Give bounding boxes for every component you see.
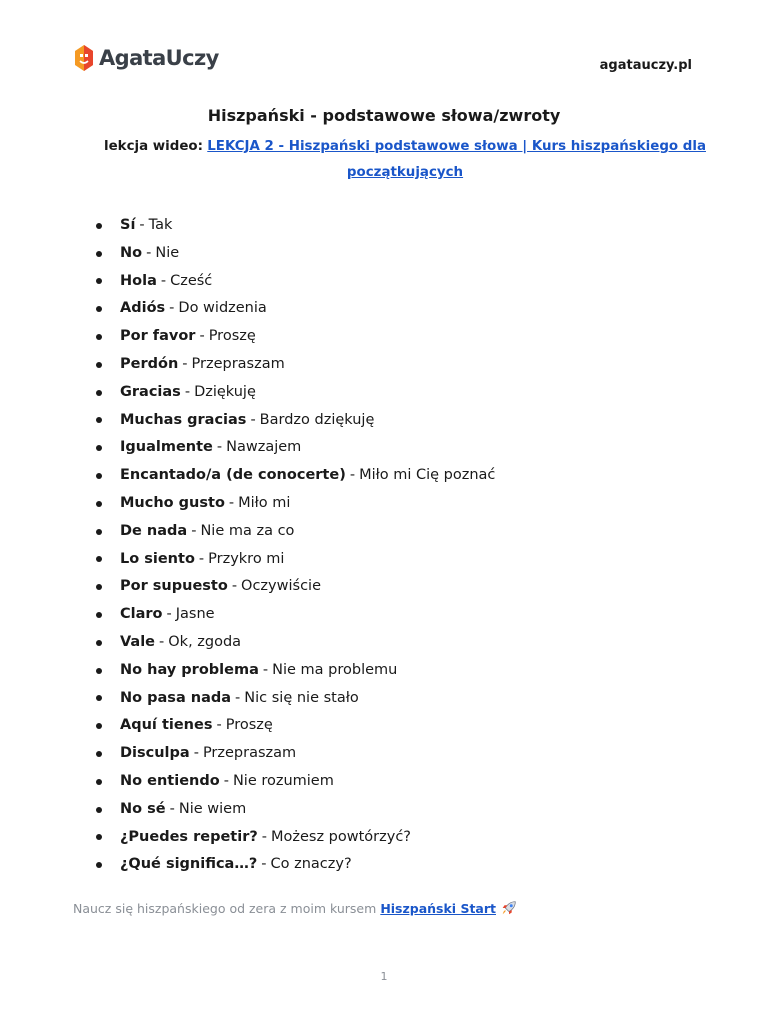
vocab-item — [96, 490, 495, 518]
polish-translation: Dziękuję — [194, 383, 256, 400]
vocab-item — [96, 796, 495, 824]
bullet-icon — [96, 751, 102, 757]
spanish-term: ¿Puedes repetir? — [120, 828, 258, 845]
separator: - — [160, 272, 167, 289]
vocab-item — [96, 824, 495, 852]
course-promo — [73, 899, 518, 917]
bullet-icon — [96, 779, 102, 785]
polish-translation: Nie — [155, 244, 180, 261]
separator: - — [349, 467, 356, 484]
bullet-icon — [96, 529, 102, 535]
vocab-item — [96, 685, 495, 713]
bullet-icon — [96, 251, 102, 257]
separator: - — [139, 217, 145, 233]
spanish-term: No pasa nada — [120, 689, 232, 706]
bullet-icon — [96, 695, 102, 701]
bullet-icon — [96, 445, 102, 451]
vocab-item — [96, 295, 495, 323]
vocab-item — [96, 657, 495, 685]
polish-translation: Przykro mi — [208, 550, 285, 567]
vocab-item — [96, 573, 495, 601]
separator: - — [223, 772, 229, 789]
separator: - — [216, 717, 222, 734]
spanish-term: Muchas gracias — [120, 411, 247, 428]
vocab-item — [96, 518, 495, 546]
separator: - — [199, 328, 205, 345]
polish-translation: Oczywiście — [241, 578, 321, 595]
spanish-term: ¿Qué significa…? — [120, 856, 258, 873]
vocab-item — [96, 434, 495, 462]
page-title: Hiszpański - podstawowe słowa/zwroty — [207, 106, 561, 125]
rocket-icon — [500, 899, 518, 917]
polish-translation: Proszę — [208, 328, 256, 345]
polish-translation: Nie ma problemu — [272, 661, 398, 678]
spanish-term: De nada — [120, 522, 188, 539]
bullet-icon — [96, 612, 102, 618]
spanish-term: Aquí tienes — [120, 717, 213, 734]
vocab-item — [96, 462, 495, 490]
separator: - — [216, 439, 223, 456]
separator: - — [193, 745, 199, 762]
spanish-term: Disculpa — [120, 745, 190, 762]
separator: - — [191, 522, 197, 539]
separator: - — [261, 856, 267, 873]
spanish-term: Gracias — [120, 383, 181, 400]
bullet-icon — [96, 417, 102, 423]
separator: - — [231, 578, 238, 595]
separator: - — [169, 300, 175, 317]
separator: - — [184, 383, 191, 400]
separator: - — [262, 661, 269, 678]
bullet-icon — [96, 640, 102, 646]
spanish-term: Por supuesto — [120, 578, 228, 595]
polish-translation: Co znaczy? — [270, 856, 352, 873]
logo-text: AgataUczy — [99, 46, 219, 70]
brand-logo[interactable] — [74, 44, 219, 72]
spanish-term: Hola — [120, 272, 157, 289]
spanish-term: Perdón — [120, 355, 179, 372]
polish-translation: Miło mi Cię poznać — [359, 467, 496, 484]
separator: - — [261, 828, 267, 845]
vocab-item — [96, 768, 495, 796]
bullet-icon — [96, 362, 102, 368]
spanish-term: Lo siento — [120, 550, 195, 567]
bullet-icon — [96, 473, 102, 479]
separator: - — [166, 606, 172, 623]
site-url[interactable]: agatauczy.pl — [599, 58, 692, 73]
separator: - — [235, 689, 241, 706]
spanish-term: Vale — [120, 633, 156, 650]
vocab-item — [96, 740, 495, 768]
spanish-term: Mucho gusto — [120, 494, 225, 511]
spanish-term: Igualmente — [120, 439, 213, 456]
vocab-item — [96, 240, 495, 268]
lesson-line — [100, 134, 710, 186]
page-number: 1 — [380, 970, 388, 983]
bullet-icon — [96, 723, 102, 729]
vocab-list — [96, 212, 495, 879]
polish-translation: Przepraszam — [191, 355, 285, 372]
polish-translation: Bardzo dziękuję — [259, 411, 375, 428]
bullet-icon — [96, 584, 102, 590]
vocab-item — [96, 712, 495, 740]
polish-translation: Nie wiem — [178, 800, 247, 817]
separator: - — [250, 411, 256, 428]
bullet-icon — [96, 501, 102, 507]
separator: - — [182, 355, 188, 372]
separator: - — [159, 633, 165, 650]
vocab-item — [96, 601, 495, 629]
bullet-icon — [96, 223, 102, 229]
separator: - — [228, 494, 235, 511]
promo-text: Naucz się hiszpańskiego od zera z moim kursem — [73, 900, 377, 916]
separator: - — [198, 550, 205, 567]
polish-translation: Tak — [148, 217, 173, 233]
spanish-term: No — [120, 244, 143, 261]
bullet-icon — [96, 556, 102, 562]
course-link[interactable]: Hiszpański Start — [380, 900, 496, 916]
lesson-label: lekcja wideo: — [104, 139, 203, 154]
polish-translation: Jasne — [175, 606, 215, 623]
vocab-item — [96, 323, 495, 351]
vocab-item — [96, 212, 495, 240]
polish-translation: Nawzajem — [226, 439, 302, 456]
spanish-term: Por favor — [120, 328, 196, 345]
spanish-term: Adiós — [120, 300, 166, 317]
bullet-icon — [96, 390, 102, 396]
vocab-item — [96, 351, 495, 379]
polish-translation: Przepraszam — [202, 745, 297, 762]
polish-translation: Proszę — [225, 717, 273, 734]
bullet-icon — [96, 278, 102, 284]
bullet-icon — [96, 862, 102, 868]
spanish-term: Encantado/a (de conocerte) — [120, 467, 346, 484]
bullet-icon — [96, 306, 102, 312]
bullet-icon — [96, 334, 102, 340]
bullet-icon — [96, 807, 102, 813]
polish-translation: Ok, zgoda — [168, 633, 242, 650]
polish-translation: Cześć — [170, 272, 213, 289]
vocab-item — [96, 379, 495, 407]
lesson-video-link[interactable]: LEKCJA 2 - Hiszpański podstawowe słowa | Kurs hiszpańskiego dla początkujących — [207, 139, 706, 180]
bullet-icon — [96, 668, 102, 674]
vocab-item — [96, 268, 495, 296]
polish-translation: Do widzenia — [178, 300, 267, 317]
separator: - — [146, 244, 152, 261]
logo-icon — [74, 44, 94, 72]
vocab-item — [96, 546, 495, 574]
bullet-icon — [96, 834, 102, 840]
separator: - — [169, 800, 175, 817]
polish-translation: Nic się nie stało — [244, 689, 359, 706]
vocab-item — [96, 407, 495, 435]
spanish-term: No hay problema — [120, 661, 259, 678]
vocab-item — [96, 629, 495, 657]
polish-translation: Możesz powtórzyć? — [270, 828, 411, 845]
spanish-term: No sé — [120, 800, 166, 817]
polish-translation: Nie rozumiem — [232, 772, 334, 789]
spanish-term: Sí — [120, 217, 136, 233]
polish-translation: Miło mi — [238, 494, 291, 511]
polish-translation: Nie ma za co — [200, 522, 295, 539]
spanish-term: No entiendo — [120, 772, 220, 789]
vocab-item — [96, 851, 495, 879]
spanish-term: Claro — [120, 606, 163, 623]
